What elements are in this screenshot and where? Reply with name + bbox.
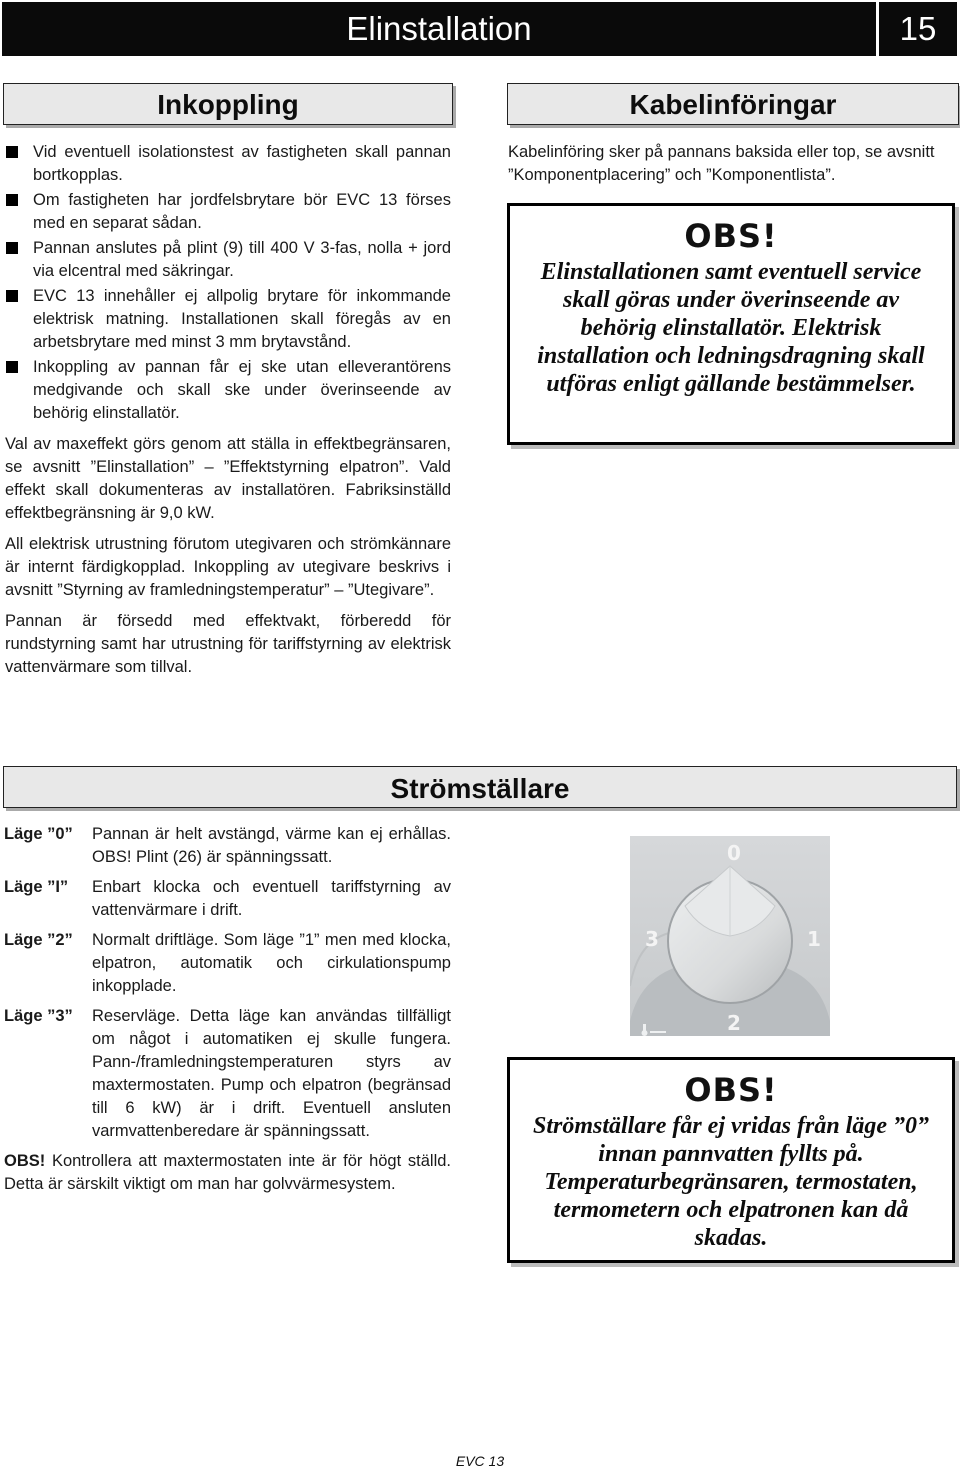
- page-footer: EVC 13: [455, 1453, 505, 1469]
- bullet-square-icon: [6, 194, 18, 206]
- obs-title: OBS!: [684, 217, 778, 255]
- mode-description: Normalt driftläge. Som läge ”1” men med klocka, elpatron, automatik och cirkulationspump inkopplade.: [92, 931, 451, 995]
- bullet-item: Pannan anslutes på plint (9) till 400 V 3-fas, nolla + jord via elcentral med säkringar.: [5, 237, 451, 283]
- obs-warning-box-elinstallation: [507, 203, 955, 445]
- stromstallare-body: [4, 823, 451, 1204]
- bullet-square-icon: [6, 290, 18, 302]
- bullet-square-icon: [6, 146, 18, 158]
- dial-label-1: 1: [807, 927, 821, 951]
- obs-note-label: OBS!: [4, 1152, 46, 1170]
- section-heading-stromstallare: Strömställare: [3, 766, 957, 808]
- mode-label: Läge ”2”: [4, 931, 73, 949]
- inkoppling-bullet-list: [5, 141, 451, 425]
- mode-description: Reservläge. Detta läge kan användas tillfälligt om något i automatiken ej skulle fungera. Pann-/framledningstemperaturen styrs av maxtermostaten. Pump och elpatron (begränsad till 6 kW) är i drift. Eventuell ansluten varmvattenberedare är spänningssatt.: [92, 1007, 451, 1140]
- obs-note-text: Kontrollera att maxtermostaten inte är för högt ställd. Detta är särskilt viktigt om man har golvvärmesystem.: [4, 1152, 451, 1193]
- mode-row: [4, 1005, 451, 1143]
- bullet-square-icon: [6, 242, 18, 254]
- mode-description: Enbart klocka och eventuell tariffstyrning av vattenvärmare i drift.: [92, 878, 451, 919]
- mode-label: Läge ”I”: [4, 878, 69, 896]
- bullet-square-icon: [6, 361, 18, 373]
- mode-row: [4, 929, 451, 998]
- kabelinforingar-text: Kabelinföring sker på pannans baksida eller top, se avsnitt ”Komponentplacering” och ”Komponentlista”.: [508, 143, 935, 184]
- mode-row: [4, 823, 451, 869]
- switch-dial-icon: [630, 836, 830, 1036]
- mode-row: [4, 876, 451, 922]
- paragraph-effektvakt: Pannan är försedd med effektvakt, förberedd för rundstyrning samt har utrustning för tariffstyrning av elektrisk vattenvärmare som tillval.: [5, 612, 451, 676]
- obs-warning-box-stromstallare: [507, 1057, 955, 1263]
- section-heading-kabelinforingar: Kabelinföringar: [507, 83, 959, 125]
- obs-note-maxtermostat: [4, 1150, 451, 1196]
- paragraph-maxeffekt: Val av maxeffekt görs genom att ställa in effektbegränsaren, se avsnitt ”Elinstallation” – ”Effektstyrning elpatron”. Vald effekt skall dokumenteras av installatören. Fabriksinställd effektbegränsning är 9,0 kW.: [5, 435, 451, 522]
- page-number: 15: [879, 2, 957, 56]
- obs-text: Elinstallationen samt eventuell service skall göras under överinseende av behörig elinstallatör. Elektrisk installation och ledningsdragning skall utföras enligt gällande bestämmelser.: [537, 259, 925, 397]
- obs-title: OBS!: [684, 1071, 778, 1109]
- dial-label-3: 3: [645, 927, 659, 951]
- page-header-title: Elinstallation: [2, 2, 876, 56]
- dial-label-0: 0: [727, 841, 741, 865]
- paragraph-utrustning: All elektrisk utrustning förutom utegivaren och strömkännare är internt färdigkopplad. Inkoppling av utegivare beskrivs i avsnitt ”Styrning av framledningstemperatur” – ”Utegivare”.: [5, 535, 451, 599]
- section-heading-inkoppling: Inkoppling: [3, 83, 453, 125]
- mode-description: Pannan är helt avstängd, värme kan ej erhållas. OBS! Plint (26) är spänningssatt.: [92, 825, 451, 866]
- mode-label: Läge ”0”: [4, 825, 73, 843]
- bullet-item: Om fastigheten har jordfelsbrytare bör EVC 13 förses med en separat sådan.: [5, 189, 451, 235]
- switch-dial-illustration: [630, 836, 830, 1036]
- dial-label-2: 2: [727, 1011, 741, 1035]
- inkoppling-body: [5, 141, 451, 687]
- bullet-item: Inkoppling av pannan får ej ske utan elleverantörens medgivande och skall ske under överinseende av behörig elinstallatör.: [5, 356, 451, 425]
- mode-label: Läge ”3”: [4, 1007, 73, 1025]
- bullet-item: Vid eventuell isolationstest av fastigheten skall pannan bortkopplas.: [5, 141, 451, 187]
- bullet-item: EVC 13 innehåller ej allpolig brytare för inkommande elektrisk matning. Installationen skall föregås av en arbetsbrytare med minst 3 mm brytavstånd.: [5, 285, 451, 354]
- obs-text: Strömställare får ej vridas från läge ”0” innan pannvatten fyllts på. Temperaturbegränsaren, termostaten, termometern och elpatronen kan då skadas.: [532, 1113, 929, 1251]
